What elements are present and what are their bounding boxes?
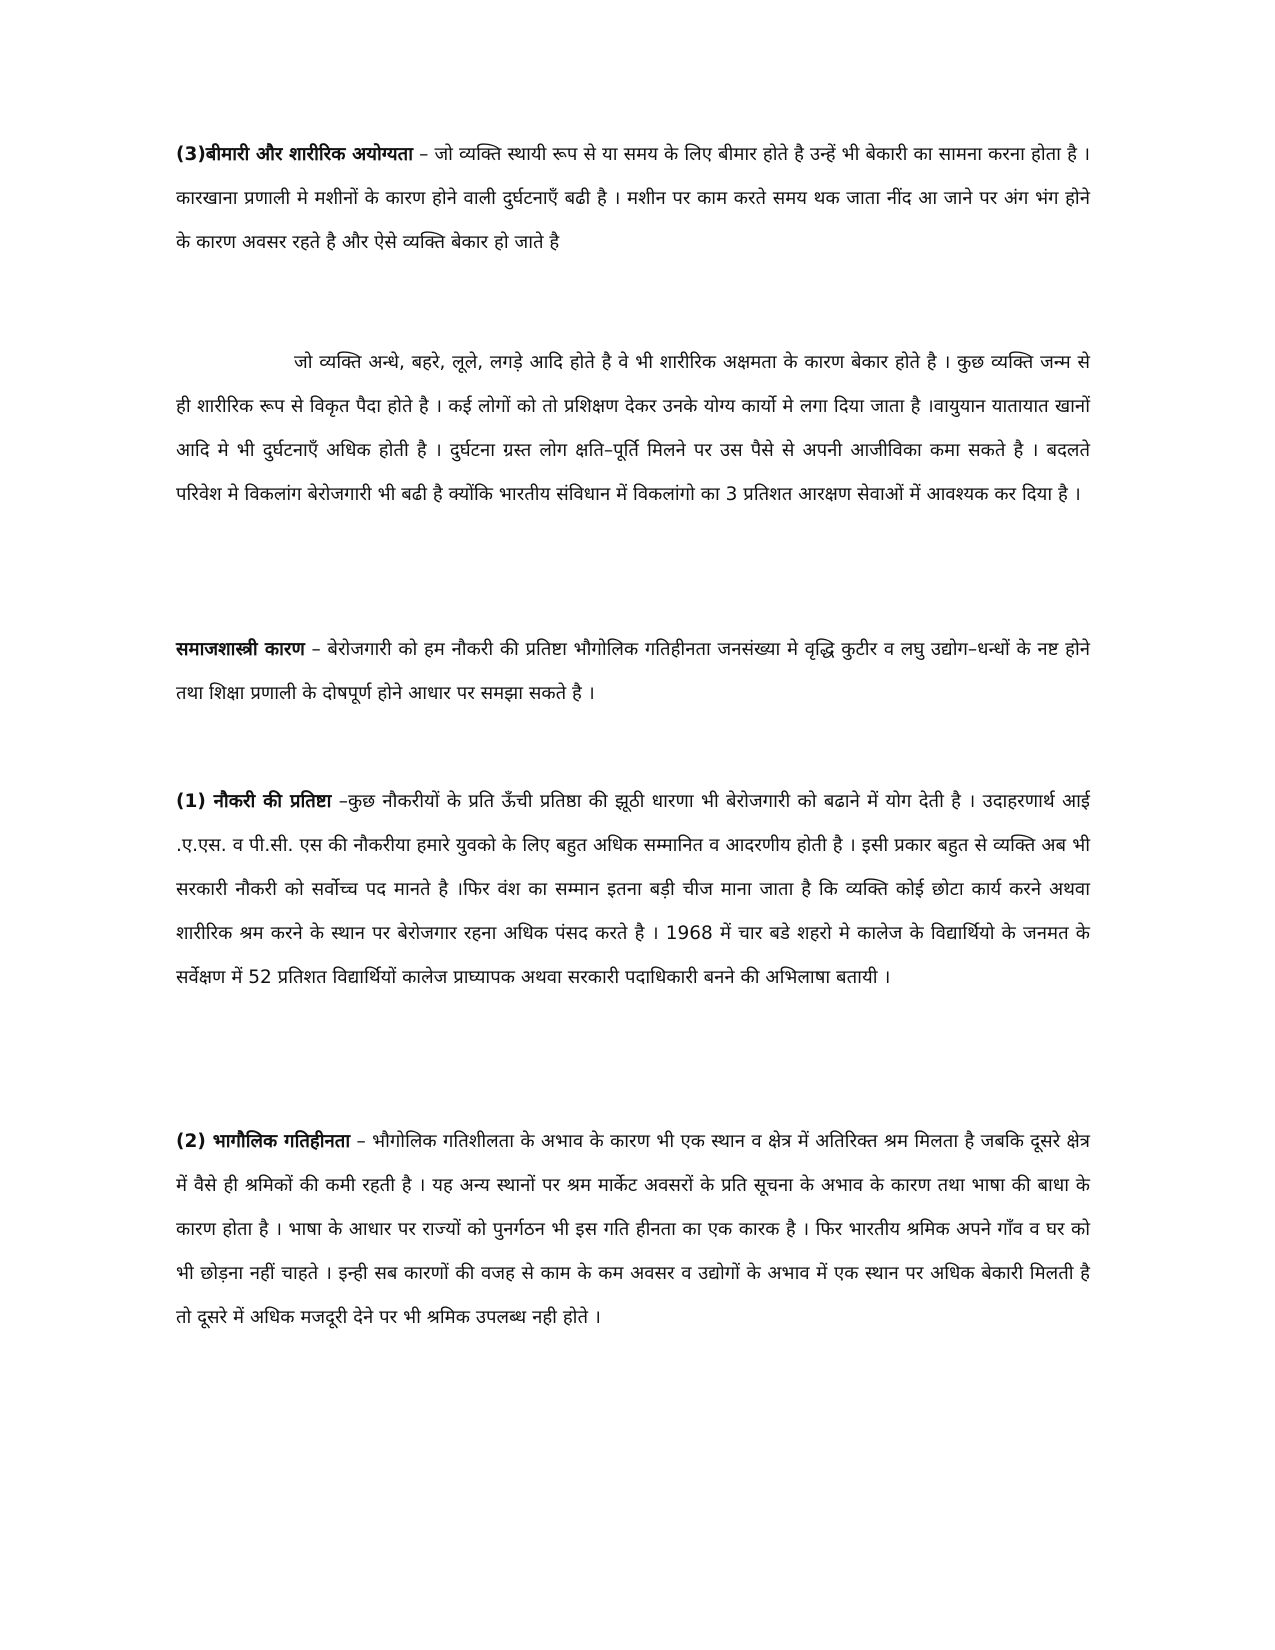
body-physical-incapacity: जो व्यक्ति अन्धे, बहरे, लूले, लगड़े आदि होते है वे भी शारीरिक अक्षमता के कारण बेकार होते है । कुछ व्यक्ति जन्म से ही शारीरिक रूप से विकृत पैदा होते है । कई लोगों को तो प्रशिक्षण देकर उनके योग्य कार्यो मे लगा दिया जाता है ।वायुयान यातायात खानों आदि मे भी दुर्घटनाएँ अधिक होती है । दुर्घटना ग्रस्त लोग क्षति–पूर्ति मिलने पर उस पैसे से अपनी आजीविका कमा सकते है । बदलते परिवेश मे विकलांग बेरोजगारी भी बढी है क्योंकि भारतीय संविधान में विकलांगो का 3 प्रतिशत आरक्षण सेवाओं में आवश्यक कर दिया है । [176, 352, 1090, 505]
body-job-prestige: –कुछ नौकरीयों के प्रति ऊँची प्रतिष्ठा की झूठी धारणा भी बेरोजगारी को बढाने में योग देती है । उदाहरणार्थ आई .ए.एस. व पी.सी. एस की नौकरीया हमारे युवको के लिए बहुत अधिक सम्मानित व आदरणीय होती है । इसी प्रकार बहुत से व्यक्ति अब भी सरकारी नौकरी को सर्वोच्च पद मानते है ।फिर वंश का सम्मान इतना बड़ी चीज माना जाता है कि व्यक्ति कोई छोटा कार्य करने अथवा शारीरिक श्रम करने के स्थान पर बेरोजगार रहना अधिक पंसद करते है । 1968 में चार बडे शहरो मे कालेज के विद्यार्थियो के जनमत के सर्वेक्षण में 52 प्रतिशत विद्यार्थियों कालेज प्राघ्यापक अथवा सरकारी पदाधिकारी बनने की अभिलाषा बतायी । [176, 791, 1090, 988]
paragraph-illness-disability [176, 133, 1090, 265]
heading-job-prestige: (1) नौकरी की प्रतिष्टा [176, 791, 332, 812]
paragraph-physical-incapacity [176, 341, 1090, 517]
paragraph-geographic-immobility [176, 1120, 1090, 1340]
heading-geographic-immobility: (2) भागौलिक गतिहीनता [176, 1131, 351, 1152]
body-sociological-causes: – बेरोजगारी को हम नौकरी की प्रतिष्टा भौगोलिक गतिहीनता जनसंख्या मे वृद्धि कुटीर व लघु उद्योग–धन्धों के नष्ट होने तथा शिक्षा प्रणाली के दोषपूर्ण होने आधार पर समझा सकते है । [176, 639, 1091, 704]
paragraph-job-prestige [176, 780, 1090, 1000]
body-illness-disability: – जो व्यक्ति स्थायी रूप से या समय के लिए बीमार होते है उन्हें भी बेकारी का सामना करना होता है । कारखाना प्रणाली मे मशीनों के कारण होने वाली दुर्घटनाएँ बढी है । मशीन पर काम करते समय थक जाता नींद आ जाने पर अंग भंग होने के कारण अवसर रहते है और ऐसे व्यक्ति बेकार हो जाते है [176, 144, 1090, 253]
heading-illness-disability: (3)बीमारी और शारीरिक अयोग्यता [176, 144, 414, 165]
paragraph-sociological-causes [176, 628, 1090, 716]
heading-sociological-causes: समाजशास्त्री कारण [176, 639, 305, 660]
body-geographic-immobility: – भौगोलिक गतिशीलता के अभाव के कारण भी एक स्थान व क्षेत्र में अतिरिक्त श्रम मिलता है जबकि दूसरे क्षेत्र में वैसे ही श्रमिकों की कमी रहती है । यह अन्य स्थानों पर श्रम मार्केट अवसरों के प्रति सूचना के अभाव के कारण तथा भाषा की बाधा के कारण होता है । भाषा के आधार पर राज्यों को पुनर्गठन भी इस गति हीनता का एक कारक है । फिर भारतीय श्रमिक अपने गाँव व घर को भी छोड़ना नहीं चाहते । इन्ही सब कारणों की वजह से काम के कम अवसर व उद्योगों के अभाव में एक स्थान पर अधिक बेकारी मिलती है तो दूसरे में अधिक मजदूरी देने पर भी श्रमिक उपलब्ध नही होते । [176, 1131, 1091, 1328]
